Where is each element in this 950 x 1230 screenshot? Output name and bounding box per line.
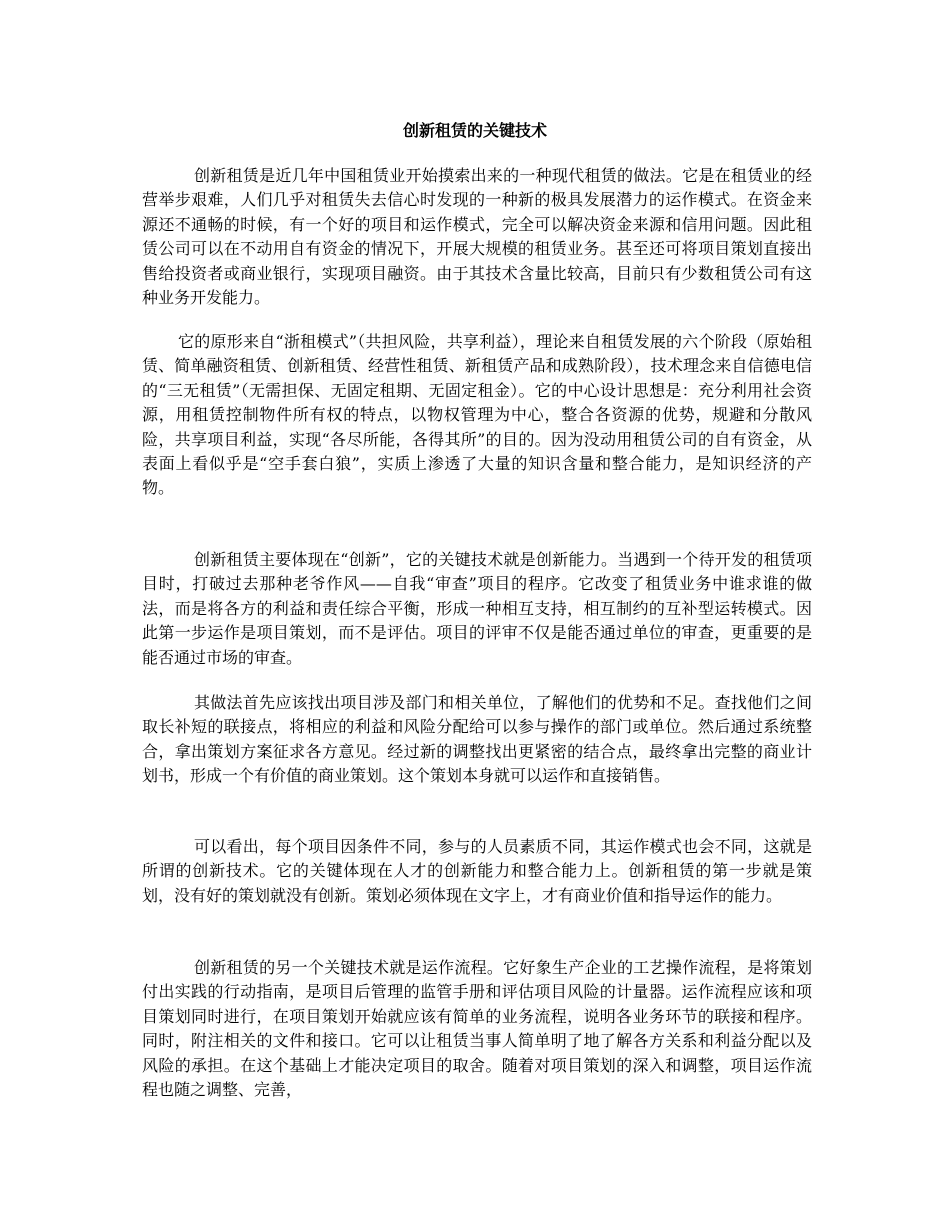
paragraph-1: 创新租赁是近几年中国租赁业开始摸索出来的一种现代租赁的做法。它是在租赁业的经营举步艰难，人们几乎对租赁失去信心时发现的一种新的极具发展潜力的运作模式。在资金来源还不通畅的时候，有一个好的项目和运作模式，完全可以解决资金来源和信用问题。因此租赁公司可以在不动用自有资金的情况下，开展大规模的租赁业务。甚至还可将项目策划直接出售给投资者或商业银行，实现项目融资。由于其技术含量比较高，目前只有少数租赁公司有这种业务开发能力。 xyxy=(142,166,812,308)
paragraph-2: 它的原形来自“浙租模式”（共担风险，共享利益），理论来自租赁发展的六个阶段（原始租赁、简单融资租赁、创新租赁、经营性租赁、新租赁产品和成熟阶段），技术理念来自信德电信的“三无租赁”（无需担保、无固定租期、无固定租金）。它的中心设计思想是：充分利用社会资源，用租赁控制物件所有权的特点，以物权管理为中心，整合各资源的优势，规避和分散风险，共享项目利益，实现“各尽所能，各得其所”的目的。因为没动用租赁公司的自有资金，从表面上看似乎是“空手套白狼”，实质上渗透了大量的知识含量和整合能力，是知识经济的产物。 xyxy=(142,332,812,498)
document-title: 创新租赁的关键技术 xyxy=(402,121,547,140)
paragraph-3: 创新租赁主要体现在“创新”，它的关键技术就是创新能力。当遇到一个待开发的租赁项目时，打破过去那种老爷作风——自我“审查”项目的程序。它改变了租赁业务中谁求谁的做法，而是将各方的利益和责任综合平衡，形成一种相互支持，相互制约的互补型运转模式。因此第一步运作是项目策划，而不是评估。项目的评审不仅是能否通过单位的审查，更重要的是能否通过市场的审查。 xyxy=(142,550,812,667)
paragraph-4: 其做法首先应该找出项目涉及部门和相关单位，了解他们的优势和不足。查找他们之间取长补短的联接点，将相应的利益和风险分配给可以参与操作的部门或单位。然后通过系统整合，拿出策划方案征求各方意见。经过新的调整找出更紧密的结合点，最终拿出完整的商业计划书，形成一个有价值的商业策划。这个策划本身就可以运作和直接销售。 xyxy=(142,693,812,786)
paragraph-5: 可以看出，每个项目因条件不同，参与的人员素质不同，其运作模式也会不同，这就是所谓的创新技术。它的关键体现在人才的创新能力和整合能力上。创新租赁的第一步就是策划，没有好的策划就没有创新。策划必须体现在文字上，才有商业价值和指导运作的能力。 xyxy=(142,837,812,905)
paragraph-6: 创新租赁的另一个关键技术就是运作流程。它好象生产企业的工艺操作流程，是将策划付出实践的行动指南，是项目后管理的监管手册和评估项目风险的计量器。运作流程应该和项目策划同时进行，在项目策划开始就应该有简单的业务流程，说明各业务环节的联接和程序。同时，附注相关的文件和接口。它可以让租赁当事人简单明了地了解各方关系和利益分配以及风险的承担。在这个基础上才能决定项目的取舍。随着对项目策划的深入和调整，项目运作流程也随之调整、完善， xyxy=(142,958,812,1100)
